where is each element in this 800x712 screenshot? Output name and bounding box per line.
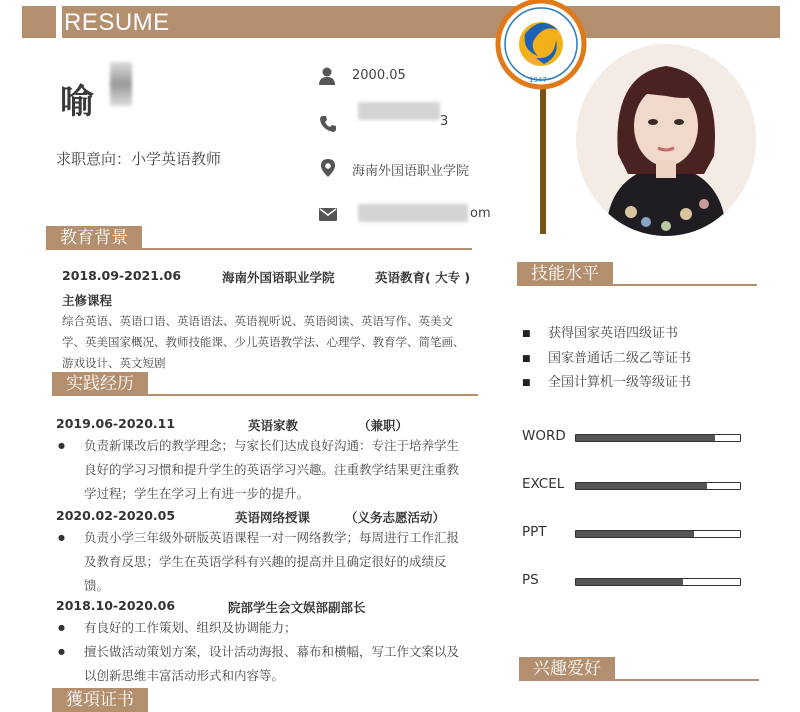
hobbies-heading: 兴趣爱好 — [519, 657, 759, 681]
phone-icon — [318, 114, 338, 134]
skill-level-bar — [575, 530, 741, 538]
skill-level-bar — [575, 434, 741, 442]
education-heading: 教育背景 — [46, 226, 472, 250]
skill-level-label: WORD — [522, 428, 566, 444]
education-school: 海南外国语职业学院 — [222, 270, 335, 285]
list-item: ● 有良好的工作策划、组织及协调能力； — [56, 616, 468, 640]
list-item: ■ 全国计算机一级等级证书 — [520, 371, 760, 396]
skill-level-fill — [576, 435, 715, 441]
job3-period: 2018.10-2020.06 — [56, 598, 176, 613]
candidate-name: 喻 — [60, 82, 94, 122]
education-major: 英语教育( 大专 ) — [375, 270, 471, 285]
job2-note: （义务志愿活动） — [345, 510, 446, 525]
courses-title: 主修课程 — [62, 293, 113, 308]
job1-period: 2019.06-2020.11 — [56, 416, 176, 431]
phone-number: 3 — [440, 114, 449, 129]
job1-bullets — [56, 434, 468, 506]
logo-pole — [540, 76, 546, 234]
courses-list: 综合英语、英语口语、英语语法、英语视听说、英语阅读、英语写作、英美文学、英美国家概况、教师技能课、少儿英语教学法、心理学、教育学、简笔画、游戏设计、英文短剧 — [62, 314, 465, 370]
list-item: ■ 获得国家英语四级证书 — [520, 322, 760, 347]
job2-period: 2020.02-2020.05 — [56, 508, 176, 523]
certificate-list — [520, 322, 760, 396]
skill-level-label: PS — [522, 572, 539, 588]
job3-title: 院部学生会文娱部副部长 — [228, 600, 366, 615]
job-objective: 求职意向：小学英语教师 — [56, 150, 222, 168]
address-school: 海南外国语职业学院 — [352, 164, 470, 179]
logo-year: 1947 — [529, 76, 547, 84]
list-item: ■ 国家普通话二级乙等证书 — [520, 347, 760, 372]
email-address: om — [470, 206, 491, 221]
skill-level-bar — [575, 482, 741, 490]
skill-level-fill — [576, 531, 694, 537]
skill-level-bar — [575, 578, 741, 586]
header-divider — [56, 6, 62, 38]
email-redaction — [358, 204, 468, 222]
birth-date: 2000.05 — [352, 68, 406, 83]
list-item: ● 擅长做活动策划方案，设计活动海报、幕布和横幅，写工作文案以及以创新思维丰富活动形式和内容等。 — [56, 640, 468, 688]
resume-title: RESUME — [64, 9, 170, 36]
job1-note: （兼职） — [358, 418, 409, 433]
practice-heading: 实践经历 — [52, 372, 478, 396]
skill-level-fill — [576, 483, 707, 489]
phone-redaction — [358, 102, 440, 120]
skill-level-label: PPT — [522, 524, 547, 540]
job3-bullets — [56, 616, 468, 688]
job2-bullets — [56, 526, 468, 598]
list-item: ● 负责小学三年级外研版英语课程一对一网络教学；每周进行工作汇报及教育反思；学生在英语学科有兴趣的提高并且确定很好的成绩反馈。 — [56, 526, 468, 598]
list-item: ● 负责新课改后的教学理念；与家长们达成良好沟通：专注于培养学生良好的学习习惯和提升学生的英语学习兴趣。注重教学结果更注重教学过程；学生在学习上有进一步的提升。 — [56, 434, 468, 506]
person-icon — [317, 66, 337, 86]
location-icon — [318, 158, 338, 178]
job2-title: 英语网络授课 — [235, 510, 311, 525]
skills-heading: 技能水平 — [517, 262, 757, 286]
awards-heading: 獲項证书 — [52, 688, 478, 712]
profile-photo — [576, 44, 756, 236]
education-period: 2018.09-2021.06 — [62, 268, 182, 283]
skill-level-label: EXCEL — [522, 476, 565, 492]
job1-title: 英语家教 — [248, 418, 299, 433]
name-redaction — [110, 62, 132, 106]
skill-level-fill — [576, 579, 683, 585]
email-icon — [318, 204, 338, 224]
